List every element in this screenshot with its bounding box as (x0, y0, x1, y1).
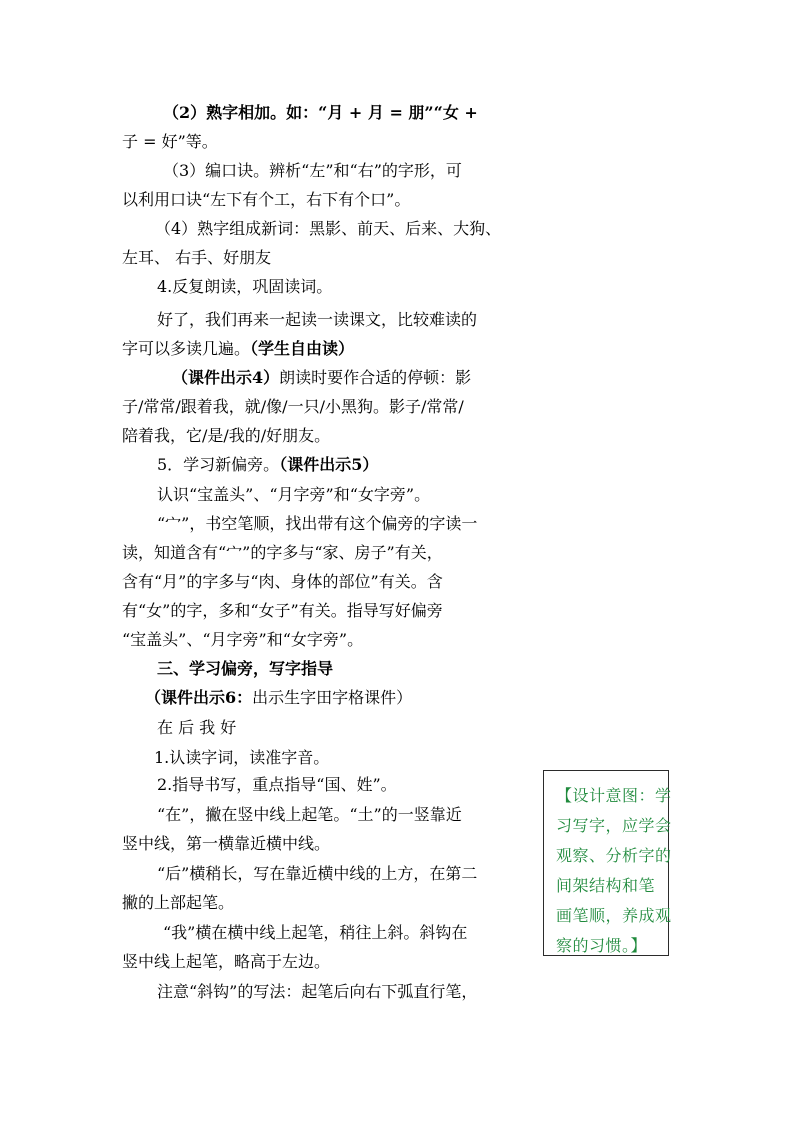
text-line: 认识“宝盖头”、“月字旁”和“女字旁”。 (157, 485, 431, 504)
text-run: 朗读时要作合适的停顿：影 (279, 368, 472, 387)
text-line: “在”，撇在竖中线上起笔。“土”的一竖靠近 (157, 805, 462, 824)
note-line: 间架结构和笔 (556, 876, 656, 895)
text-line: 撇的上部起笔。 (122, 893, 235, 912)
text-line: “后”横稍长，写在靠近横中线的上方，在第二 (157, 864, 478, 883)
text-line: 竖中线上起笔，略高于左边。 (122, 952, 331, 971)
text-line: 子/常常/跟着我，就/像/一只/小黑狗。影子/常常/ (122, 397, 464, 416)
text-line: 有“女”的字，多和“女子”有关。指导写好偏旁 (122, 601, 443, 620)
text-run: 字可以多读几遍。 (122, 339, 251, 358)
section-heading: 三、学习偏旁，写字指导 (157, 659, 334, 678)
text-run-bold: （课件出示6： (145, 688, 253, 707)
text-line: 竖中线，第一横靠近横中线。 (122, 834, 331, 853)
text-line: （3）编口诀。辨析“左”和“右”的字形，可 (163, 161, 462, 180)
text-line (157, 454, 378, 476)
text-line: 以利用口诀“左下有个工，右下有个口”。 (122, 190, 411, 209)
note-line: 画笔顺，养成观 (556, 906, 672, 925)
text-line: 陪着我，它/是/我的/好朋友。 (122, 426, 331, 445)
note-line: 观察、分析字的 (556, 846, 672, 865)
text-run-bold: （课件出示4） (172, 368, 280, 387)
text-line: 在 后 我 好 (157, 718, 237, 737)
text-line (172, 367, 471, 389)
text-line: “宀”，书空笔顺，找出带有这个偏旁的字读一 (157, 514, 478, 533)
text-line: （2）熟字相加。如：“月 + 月 = 朋”“女 + (163, 103, 478, 122)
text-line (122, 338, 354, 360)
text-line: 好了，我们再来一起读一读课文，比较难读的 (157, 310, 478, 329)
text-run-bold: （学生自由读） (250, 339, 355, 358)
text-line: 子 = 好”等。 (122, 132, 218, 151)
text-line: 2.指导书写，重点指导“国、姓”。 (157, 775, 397, 794)
text-line (145, 687, 412, 709)
text-line: （4）熟字组成新词：黑影、前天、后来、大狗、 (155, 219, 502, 238)
text-line: “宝盖头”、“月字旁”和“女字旁”。 (122, 630, 364, 649)
text-line: “我”横在横中线上起笔，稍往上斜。斜钩在 (163, 923, 468, 942)
note-line: 【设计意图：学 (556, 786, 672, 805)
text-line: 注意“斜钩”的写法：起笔后向右下弧直行笔， (157, 982, 478, 1001)
text-run: 5．学习新偏旁。 (157, 455, 280, 474)
design-intent-note (543, 770, 672, 956)
note-line: 习写字，应学会 (556, 816, 672, 835)
text-line: 含有“月”的字多与“肉、身体的部位”有关。含 (122, 572, 443, 591)
text-line: 4.反复朗读，巩固读词。 (157, 277, 333, 296)
text-line: 读，知道含有“宀”的字多与“家、房子”有关， (122, 543, 443, 562)
text-line: 左耳、 右手、好朋友 (122, 248, 272, 267)
note-line: 察的习惯。】 (556, 936, 648, 955)
text-run-bold: （课件出示5） (279, 455, 379, 474)
text-line: 1.认读字词，读准字音。 (154, 748, 330, 767)
text-run: 出示生字田字格课件） (252, 688, 413, 707)
